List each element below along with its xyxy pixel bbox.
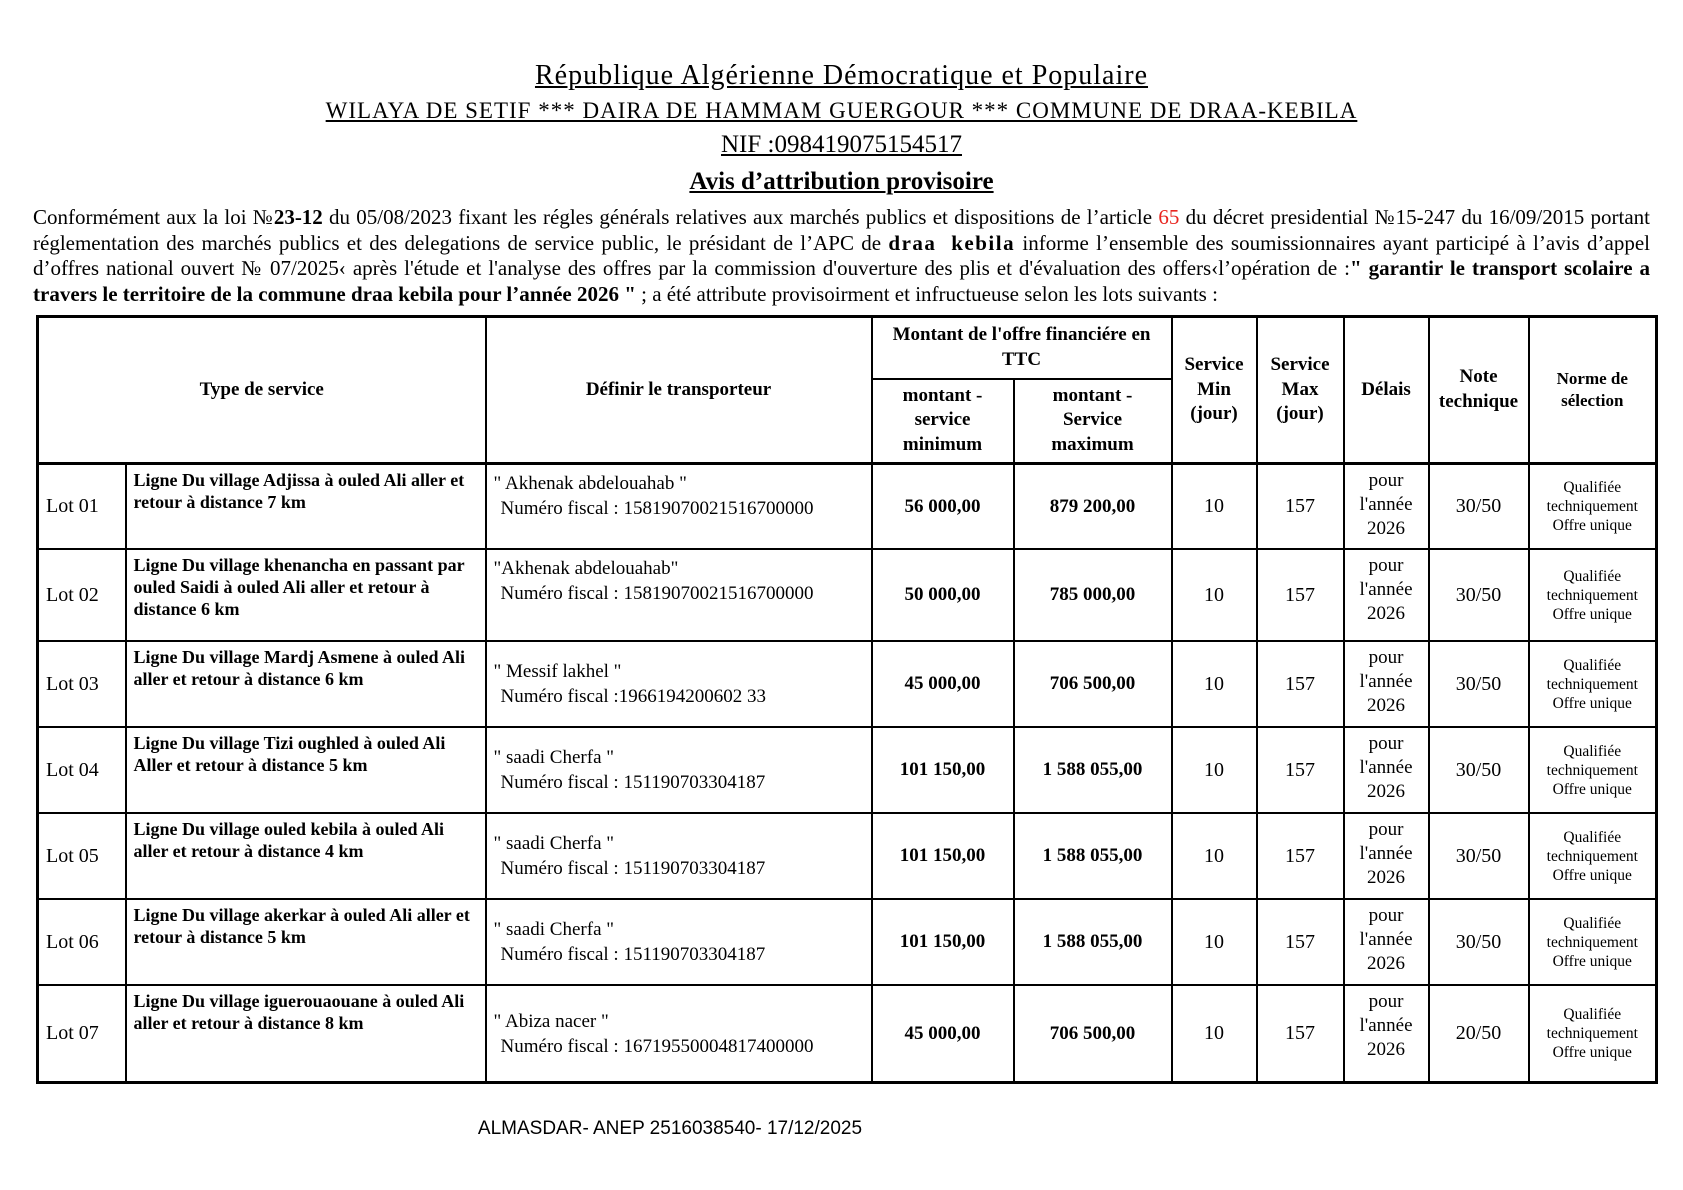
amount-max-cell: 785 000,00 [1014,549,1172,641]
norme-selection-cell: Qualifiée techniquement Offre unique [1529,813,1657,899]
route-description-cell: Ligne Du village Tizi oughled à ouled Ali Aller et retour à distance 5 km [126,727,486,813]
col-header-type-service: Type de service [38,317,486,464]
route-description-cell: Ligne Du village khenancha en passant par ouled Saidi à ouled Ali aller et retour à distance 6 km [126,549,486,641]
amount-max-cell: 1 588 055,00 [1014,899,1172,985]
transporter-name: " Abiza nacer " [493,1010,609,1032]
delais-cell: pour l'année 2026 [1344,727,1429,813]
service-max-cell: 157 [1257,549,1344,641]
transporter-name: " Akhenak abdelouahab " [493,472,687,494]
table-row-lot-04 [38,727,1657,813]
table-row-lot-05 [38,813,1657,899]
delais-cell: pour l'année 2026 [1344,899,1429,985]
route-description-cell: Ligne Du village akerkar à ouled Ali aller et retour à distance 5 km [126,899,486,985]
transporter-cell [486,463,872,549]
transporter-cell [486,985,872,1082]
amount-max-cell: 706 500,00 [1014,985,1172,1082]
note-technique-cell: 20/50 [1429,985,1529,1082]
lot-cell: Lot 04 [38,727,126,813]
route-description-cell: Ligne Du village Adjissa à ouled Ali aller et retour à distance 7 km [126,463,486,549]
transporter-name: " Messif lakhel " [493,661,622,683]
lot-cell: Lot 06 [38,899,126,985]
col-header-norme-selection: Norme de sélection [1529,317,1657,464]
administrative-subtitle: WILAYA DE SETIF *** DAIRA DE HAMMAM GUERGOUR *** COMMUNE DE DRAA-KEBILA [325,98,1358,123]
transporter-fiscal-number: Numéro fiscal : 151190703304187 [500,858,766,880]
lot-cell: Lot 01 [38,463,126,549]
article-number: 65 [1158,205,1180,230]
amount-max-cell: 1 588 055,00 [1014,813,1172,899]
table-header [38,317,1657,464]
table-row-lot-03 [38,641,1657,727]
amount-min-cell: 45 000,00 [872,641,1014,727]
amount-max-cell: 879 200,00 [1014,463,1172,549]
col-header-delais: Délais [1344,317,1429,464]
amount-min-cell: 101 150,00 [872,813,1014,899]
service-max-cell: 157 [1257,813,1344,899]
service-min-cell: 10 [1172,899,1257,985]
delais-cell: pour l'année 2026 [1344,985,1429,1082]
intro-text-4: informe l’ensemble des soumissionnaires ayant participé à l’avis d’appel d’offres national ouvert № 07/2025‹ après l'étude et l'analyse des offres par la commission d'ouverture des plis et d'évaluation des offers‹l’opération de : [33,230,1650,281]
note-technique-cell: 30/50 [1429,463,1529,549]
law-number: 23-12 [273,205,323,230]
service-min-cell: 10 [1172,985,1257,1082]
transporter-cell [486,727,872,813]
service-max-cell: 157 [1257,641,1344,727]
route-description-cell: Ligne Du village ouled kebila à ouled Ali aller et retour à distance 4 km [126,813,486,899]
note-technique-cell: 30/50 [1429,641,1529,727]
delais-cell: pour l'année 2026 [1344,549,1429,641]
col-header-service-max: Service Max (jour) [1257,317,1344,464]
service-min-cell: 10 [1172,549,1257,641]
commune-name: draa kebila [888,230,1016,255]
amount-max-cell: 706 500,00 [1014,641,1172,727]
intro-text-5: ; a été attribute provisoirment et infructueuse selon les lots suivants : [635,281,1218,306]
service-max-cell: 157 [1257,727,1344,813]
anep-credit-line: ALMASDAR- ANEP 2516038540- 17/12/2025 [477,1117,863,1139]
notice-title: Avis d’attribution provisoire [689,168,994,195]
amount-min-cell: 56 000,00 [872,463,1014,549]
note-technique-cell: 30/50 [1429,727,1529,813]
delais-cell: pour l'année 2026 [1344,813,1429,899]
lot-cell: Lot 07 [38,985,126,1082]
service-max-cell: 157 [1257,985,1344,1082]
transporter-fiscal-number: Numéro fiscal : 16719550004817400000 [500,1035,814,1057]
service-min-cell: 10 [1172,463,1257,549]
lot-cell: Lot 03 [38,641,126,727]
norme-selection-cell: Qualifiée techniquement Offre unique [1529,549,1657,641]
table-row-lot-01 [38,463,1657,549]
awards-table [36,315,1658,1084]
transporter-name: " saadi Cherfa " [493,833,615,855]
col-header-montant-group: Montant de l'offre financiére en TTC [872,317,1172,379]
norme-selection-cell: Qualifiée techniquement Offre unique [1529,985,1657,1082]
page-title: République Algérienne Démocratique et Populaire [534,60,1149,91]
service-min-cell: 10 [1172,727,1257,813]
intro-text-2: du 05/08/2023 fixant les régles générals relatives aux marchés publics et dispositions de l’article [322,205,1159,230]
col-header-service-min: Service Min (jour) [1172,317,1257,464]
norme-selection-cell: Qualifiée techniquement Offre unique [1529,727,1657,813]
note-technique-cell: 30/50 [1429,899,1529,985]
transporter-cell [486,813,872,899]
norme-selection-cell: Qualifiée techniquement Offre unique [1529,463,1657,549]
route-description-cell: Ligne Du village Mardj Asmene à ouled Ali aller et retour à distance 6 km [126,641,486,727]
amount-min-cell: 101 150,00 [872,727,1014,813]
transporter-fiscal-number: Numéro fiscal :1966194200602 33 [500,686,766,708]
service-max-cell: 157 [1257,463,1344,549]
transporter-cell [486,549,872,641]
amount-max-cell: 1 588 055,00 [1014,727,1172,813]
service-min-cell: 10 [1172,813,1257,899]
col-header-montant-max: montant - Service maximum [1014,379,1172,464]
intro-paragraph [33,205,1650,307]
transporter-fiscal-number: Numéro fiscal : 15819070021516700000 [500,583,814,605]
nif-number: NIF :098419075154517 [721,130,962,158]
transporter-name: " saadi Cherfa " [493,747,615,769]
delais-cell: pour l'année 2026 [1344,463,1429,549]
delais-cell: pour l'année 2026 [1344,641,1429,727]
service-min-cell: 10 [1172,641,1257,727]
intro-text-3: du décret presidential №15-247 du 16/09/2015 portant réglementation des marchés publics et des delegations de service public, le présidant de l’APC de [33,205,1651,255]
table-row-lot-06 [38,899,1657,985]
service-max-cell: 157 [1257,899,1344,985]
transporter-fiscal-number: Numéro fiscal : 151190703304187 [500,944,766,966]
route-description-cell: Ligne Du village iguerouaouane à ouled Ali aller et retour à distance 8 km [126,985,486,1082]
transporter-fiscal-number: Numéro fiscal : 151190703304187 [500,772,766,794]
col-header-transporteur: Définir le transporteur [486,317,872,464]
col-header-montant-min: montant - service minimum [872,379,1014,464]
transporter-name: "Akhenak abdelouahab" [493,558,679,580]
amount-min-cell: 45 000,00 [872,985,1014,1082]
document-header [0,0,1683,197]
amount-min-cell: 101 150,00 [872,899,1014,985]
transporter-cell [486,641,872,727]
transporter-fiscal-number: Numéro fiscal : 15819070021516700000 [500,497,814,519]
lot-cell: Lot 05 [38,813,126,899]
norme-selection-cell: Qualifiée techniquement Offre unique [1529,641,1657,727]
table-row-lot-02 [38,549,1657,641]
operation-title: " garantir le transport scolaire a travers le territoire de la commune draa kebila pour l’année 2026 " [33,256,1650,306]
note-technique-cell: 30/50 [1429,549,1529,641]
norme-selection-cell: Qualifiée techniquement Offre unique [1529,899,1657,985]
table-row-lot-07 [38,985,1657,1082]
transporter-name: " saadi Cherfa " [493,919,615,941]
transporter-cell [486,899,872,985]
amount-min-cell: 50 000,00 [872,549,1014,641]
intro-text-1: Conformément aux la loi № [33,205,274,230]
lot-cell: Lot 02 [38,549,126,641]
note-technique-cell: 30/50 [1429,813,1529,899]
col-header-note-technique: Note technique [1429,317,1529,464]
